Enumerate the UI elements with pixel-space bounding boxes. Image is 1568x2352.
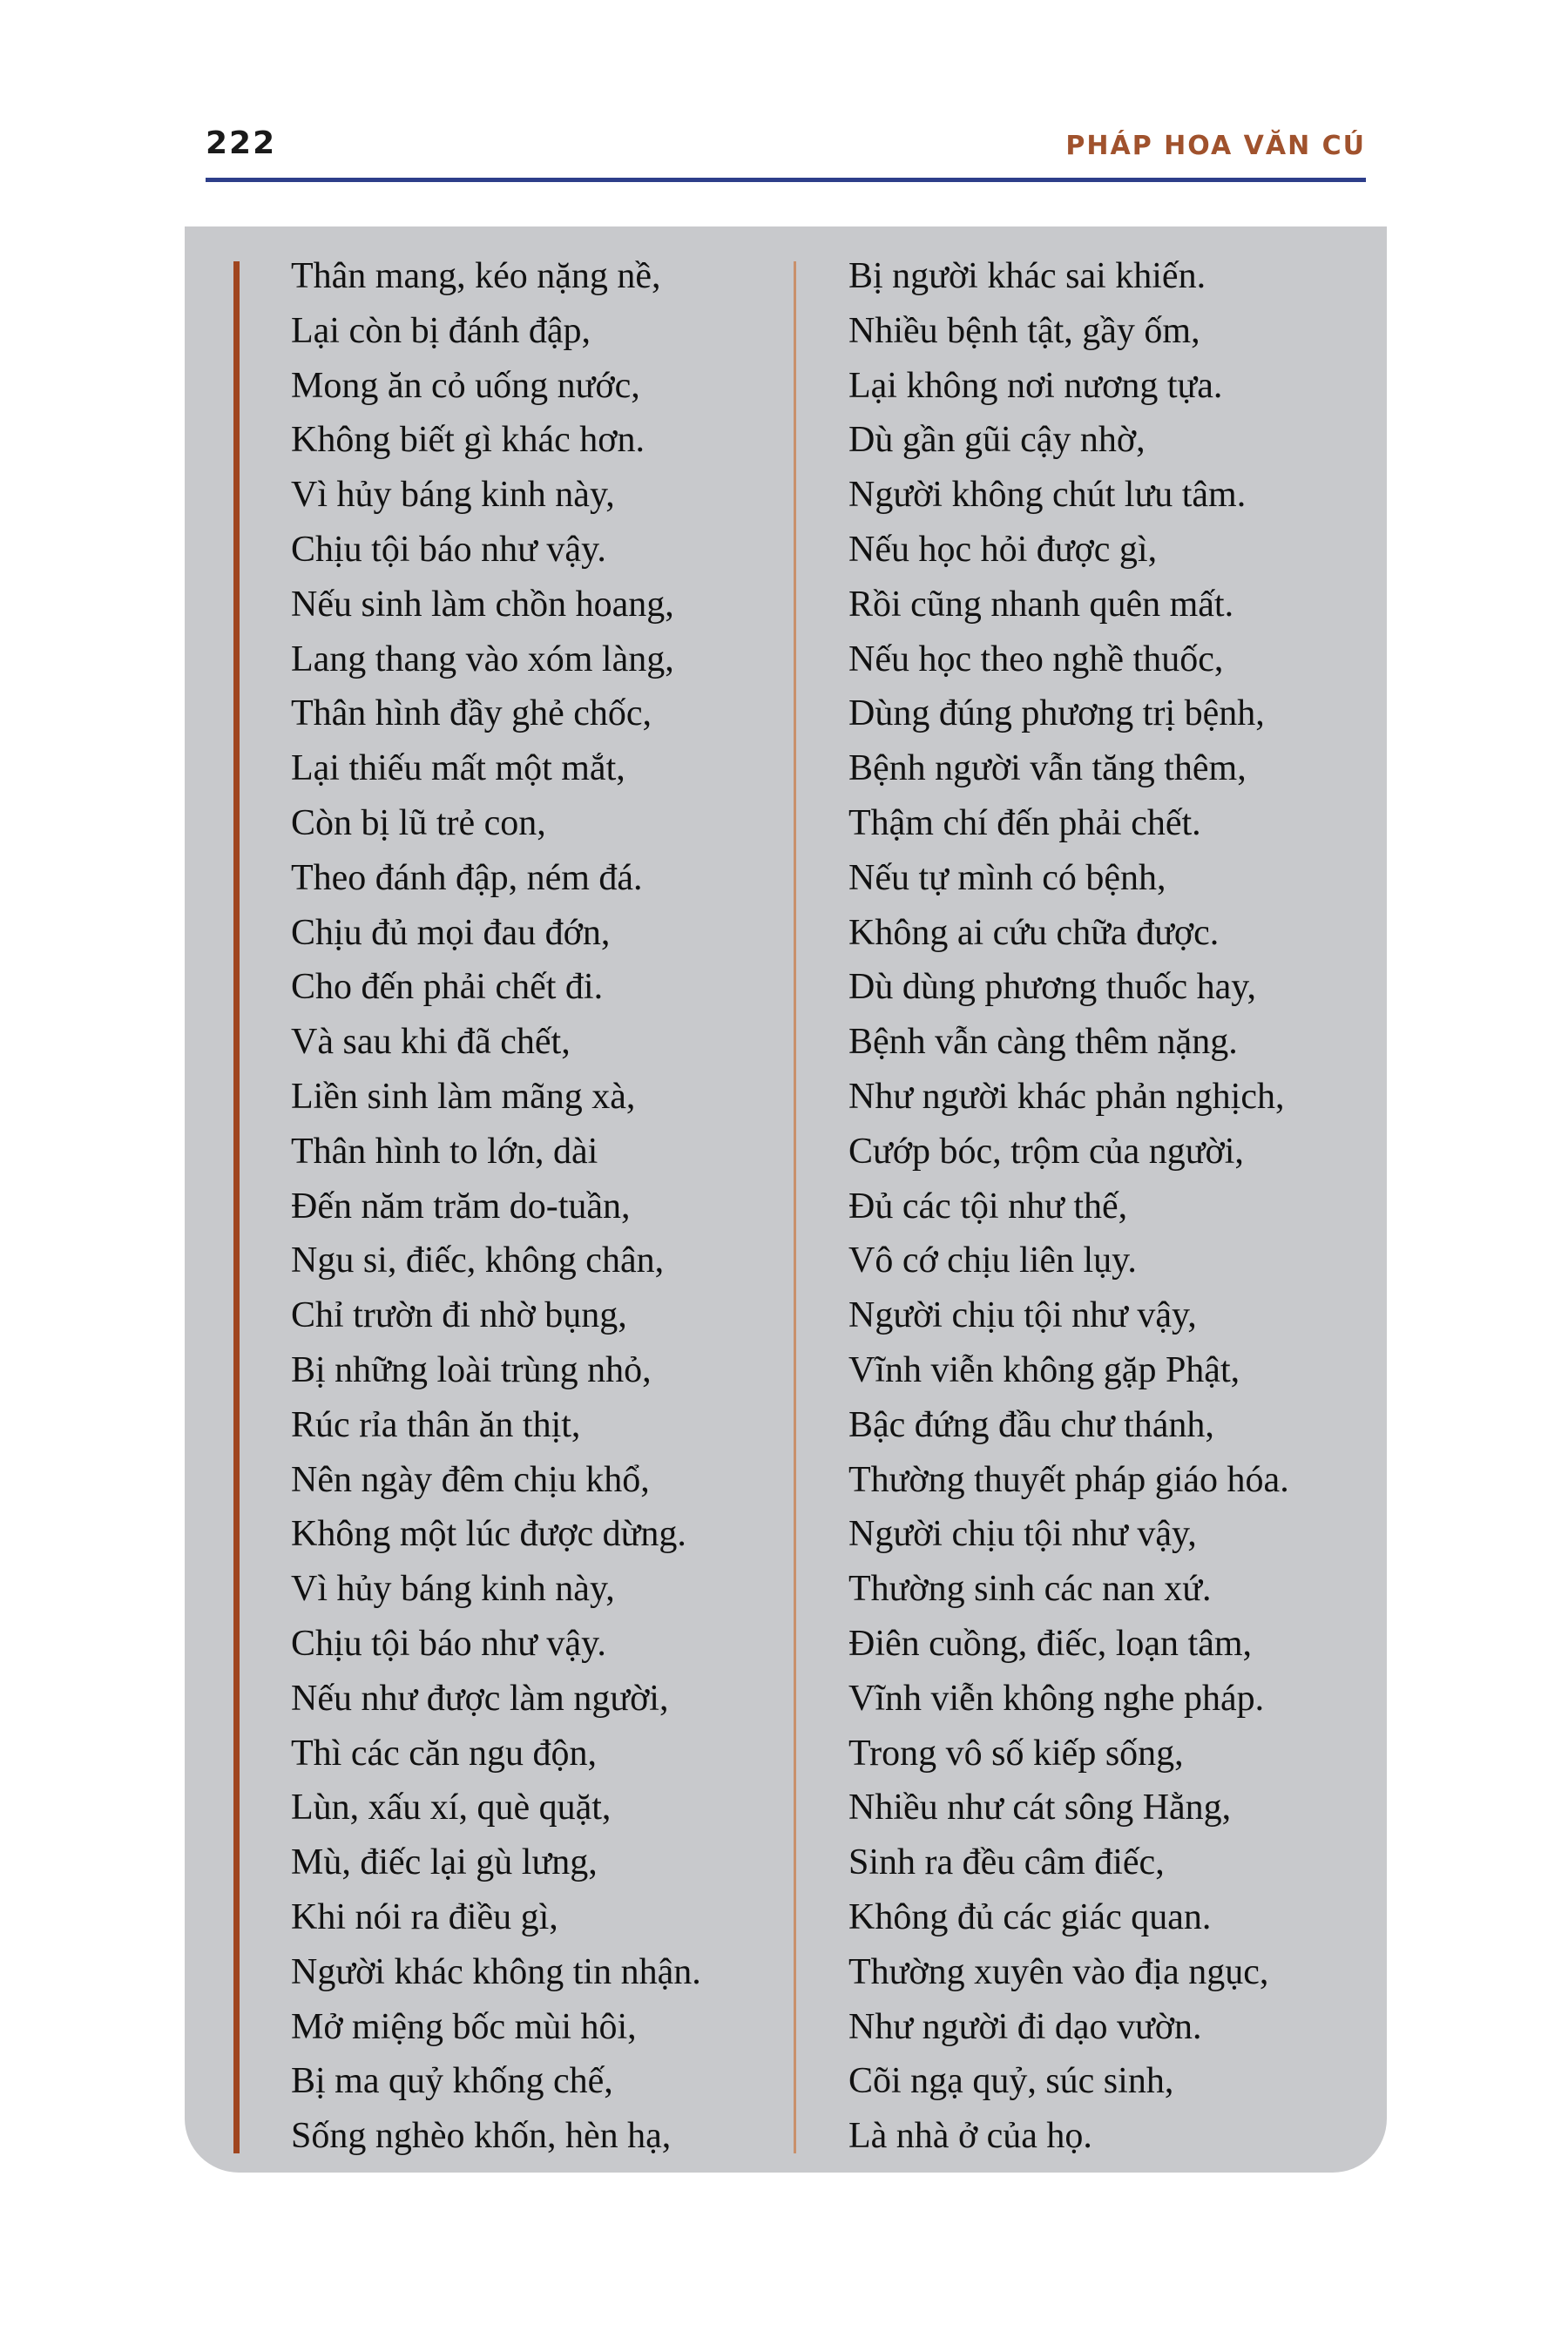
verse-line: Nên ngày đêm chịu khổ, [291,1459,650,1500]
verse-line: Lại không nơi nương tựa. [848,365,1223,406]
verse-line: Bệnh vẫn càng thêm nặng. [848,1022,1238,1063]
verse-line: Khi nói ra điều gì, [291,1896,558,1937]
verse-line: Người chịu tội như vậy, [848,1295,1197,1336]
verse-line: Không biết gì khác hơn. [291,420,645,461]
verse-line: Dùng đúng phương trị bệnh, [848,693,1265,734]
verse-line: Lang thang vào xóm làng, [291,639,674,679]
accent-bar [233,261,240,2153]
verse-line: Thậm chí đến phải chết. [848,802,1201,843]
verse-line: Rồi cũng nhanh quên mất. [848,584,1234,625]
verse-line: Bệnh người vẫn tăng thêm, [848,748,1247,789]
verse-line: Như người khác phản nghịch, [848,1076,1285,1117]
verse-line: Đủ các tội như thế, [848,1186,1128,1227]
verse-line: Đến năm trăm do-tuần, [291,1186,631,1227]
verse-line: Thì các căn ngu độn, [291,1733,598,1774]
verse-line: Mong ăn cỏ uống nước, [291,365,640,406]
verse-line: Thường sinh các nan xứ. [848,1569,1212,1610]
verse-line: Còn bị lũ trẻ con, [291,802,546,843]
verse-line: Vì hủy báng kinh này, [291,1569,615,1610]
verse-line: Cõi ngạ quỷ, súc sinh, [848,2061,1174,2102]
verse-line: Chịu tội báo như vậy. [291,1623,606,1664]
verse-line: Chịu tội báo như vậy. [291,529,606,570]
verse-line: Người chịu tội như vậy, [848,1514,1197,1555]
verse-line: Như người đi dạo vườn. [848,2006,1202,2047]
verse-panel [185,226,1387,2173]
verse-column-left [291,249,779,2164]
verse-line: Mù, điếc lại gù lưng, [291,1842,598,1883]
verse-line: Thân hình to lớn, dài [291,1131,598,1172]
verse-line: Chịu đủ mọi đau đớn, [291,912,611,953]
verse-line: Bị những loài trùng nhỏ, [291,1349,652,1390]
verse-line: Nhiều như cát sông Hằng, [848,1788,1232,1828]
verse-line: Ngu si, điếc, không chân, [291,1240,665,1281]
book-title: PHÁP HOA VĂN CÚ [1065,131,1366,161]
verse-line: Không ai cứu chữa được. [848,912,1220,953]
page-number: 222 [206,125,277,161]
verse-line: Thường thuyết pháp giáo hóa. [848,1459,1289,1500]
verse-line: Nếu tự mình có bệnh, [848,857,1166,898]
page-header [206,122,1366,182]
verse-line: Và sau khi đã chết, [291,1022,571,1063]
verse-line: Mở miệng bốc mùi hôi, [291,2006,637,2047]
verse-line: Dù dùng phương thuốc hay, [848,967,1257,1008]
verse-line: Dù gần gũi cậy nhờ, [848,420,1146,461]
verse-line: Điên cuồng, điếc, loạn tâm, [848,1623,1253,1664]
verse-line: Trong vô số kiếp sống, [848,1733,1184,1774]
verse-line: Vì hủy báng kinh này, [291,475,615,516]
verse-line: Vĩnh viễn không gặp Phật, [848,1349,1240,1390]
verse-line: Sinh ra đều câm điếc, [848,1842,1165,1883]
verse-line: Nếu sinh làm chồn hoang, [291,584,674,625]
verse-line: Người không chút lưu tâm. [848,475,1247,516]
verse-line: Vô cớ chịu liên lụy. [848,1240,1137,1281]
verse-line: Rúc rỉa thân ăn thịt, [291,1404,581,1445]
verse-line: Nhiều bệnh tật, gầy ốm, [848,310,1200,351]
verse-line: Thân hình đầy ghẻ chốc, [291,693,652,734]
verse-line: Vĩnh viễn không nghe pháp. [848,1678,1265,1719]
verse-line: Thường xuyên vào địa ngục, [848,1951,1269,1992]
verse-column-right [848,249,1371,2164]
verse-line: Bị ma quỷ khống chế, [291,2061,613,2102]
verse-line: Liền sinh làm mãng xà, [291,1076,636,1117]
verse-line: Bị người khác sai khiến. [848,256,1206,296]
verse-line: Lùn, xấu xí, què quặt, [291,1788,612,1828]
verse-line: Không một lúc được dừng. [291,1514,686,1555]
verse-line: Là nhà ở của họ. [848,2116,1092,2157]
verse-line: Lại thiếu mất một mắt, [291,748,625,789]
verse-line: Cướp bóc, trộm của người, [848,1131,1244,1172]
verse-line: Thân mang, kéo nặng nề, [291,256,661,296]
verse-line: Cho đến phải chết đi. [291,967,604,1008]
verse-line: Nếu như được làm người, [291,1678,669,1719]
column-divider [794,261,796,2153]
verse-line: Không đủ các giác quan. [848,1896,1212,1937]
verse-line: Bậc đứng đầu chư thánh, [848,1404,1214,1445]
verse-line: Nếu học theo nghề thuốc, [848,639,1224,679]
verse-line: Chỉ trườn đi nhờ bụng, [291,1295,627,1336]
verse-line: Sống nghèo khốn, hèn hạ, [291,2116,672,2157]
verse-line: Người khác không tin nhận. [291,1951,701,1992]
verse-line: Lại còn bị đánh đập, [291,310,591,351]
verse-line: Theo đánh đập, ném đá. [291,857,643,898]
verse-line: Nếu học hỏi được gì, [848,529,1158,570]
